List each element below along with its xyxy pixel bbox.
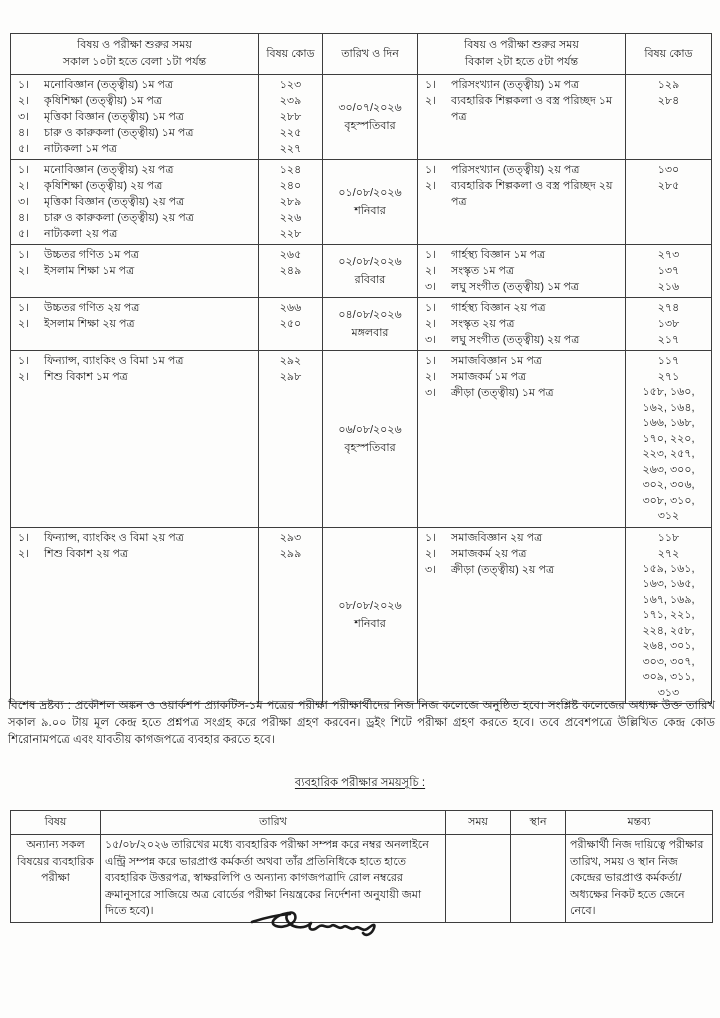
exam-row — [11, 298, 712, 351]
header-afternoon-time: বিকাল ২টা হতে ৫টা পর্যন্ত — [464, 56, 579, 68]
afternoon-subject-entry — [421, 279, 622, 295]
subject-name: কৃষিশিক্ষা (তত্ত্বীয়) ২য় পত্র — [44, 180, 163, 192]
afternoon-codes-cell — [626, 75, 712, 160]
serial-number: ১। — [425, 355, 437, 367]
serial-number: ২। — [425, 547, 437, 560]
morning-subject-entry — [14, 369, 255, 385]
practical-header-remarks: মন্তব্য — [566, 811, 713, 835]
subject-name: সমাজবিজ্ঞান ১ম পত্র — [451, 355, 542, 367]
afternoon-subject-entry — [421, 562, 622, 578]
subject-name: সংস্কৃত ২য় পত্র — [451, 318, 515, 330]
afternoon-subjects-cell — [418, 75, 626, 160]
subject-code: ২১৬ — [657, 281, 680, 293]
subject-code: ২১৭ — [657, 334, 680, 346]
serial-number: ৩। — [425, 281, 437, 293]
subject-code: ২৯৮ — [279, 371, 302, 383]
afternoon-subject-entry — [421, 369, 622, 385]
morning-subject-entry — [14, 194, 255, 210]
subject-code: ১৫৯, ১৬১, ১৬৩, ১৬৫, ১৬৭, ১৬৯, ১৭১, ২২১, ২২৪, ২৫৮, ২৬৪, ৩০১, ৩০৩, ৩০৭, ৩০৯, ৩১১, ৩১৩ — [642, 562, 695, 699]
subject-name: চারু ও কারুকলা (তত্ত্বীয়) ১ম পত্র — [44, 127, 194, 139]
serial-number: ৩। — [18, 196, 30, 208]
header-morning-subjects — [11, 34, 259, 75]
exam-schedule-table — [10, 33, 712, 704]
serial-number: ৪। — [18, 127, 30, 139]
afternoon-subjects-cell — [418, 351, 626, 528]
afternoon-subject-entry — [421, 93, 622, 125]
exam-day: শনিবার — [354, 618, 386, 631]
subject-code: ২৬৬ — [279, 302, 302, 314]
serial-number: ১। — [425, 531, 437, 544]
morning-subject-entry — [14, 316, 255, 332]
afternoon-subject-entry — [421, 162, 622, 178]
header-afternoon-title: বিষয় ও পরীক্ষা শুরুর সময় — [464, 39, 579, 51]
practical-subject: অন্যান্য সকল বিষয়ের ব্যবহারিক পরীক্ষা — [11, 835, 101, 923]
exam-table-header-row — [11, 34, 712, 75]
serial-number: ১। — [18, 302, 30, 314]
afternoon-subject-entry — [421, 300, 622, 316]
afternoon-codes-cell — [626, 527, 712, 704]
subject-code: ২২৮ — [279, 228, 302, 240]
subject-code: ২৫০ — [279, 318, 302, 330]
exam-day: শনিবার — [354, 205, 386, 217]
morning-subject-entry — [14, 546, 255, 562]
subject-name: মনোবিজ্ঞান (তত্ত্বীয়) ১ম পত্র — [44, 79, 174, 91]
afternoon-subject-entry — [421, 178, 622, 210]
morning-subject-entry — [14, 77, 255, 93]
serial-number: ২। — [18, 371, 30, 383]
morning-subject-entry — [14, 141, 255, 157]
serial-number: ২। — [425, 318, 437, 330]
subject-name: গার্হস্থ্য বিজ্ঞান ২য় পত্র — [451, 302, 546, 314]
morning-subject-entry — [14, 263, 255, 279]
serial-number: ২। — [425, 95, 437, 107]
exam-day: রবিবার — [354, 274, 386, 286]
serial-number: ২। — [425, 265, 437, 277]
subject-name: সমাজকর্ম ২য় পত্র — [451, 547, 527, 560]
exam-date: ০২/০৮/২০২৬ — [338, 256, 402, 268]
exam-date: ০৮/০৮/২০২৬ — [338, 600, 402, 613]
subject-code: ১৩৭ — [657, 265, 680, 277]
subject-name: পরিসংখ্যান (তত্ত্বীয়) ২য় পত্র — [451, 164, 580, 176]
afternoon-subject-entry — [421, 385, 622, 401]
subject-name: লঘু সংগীত (তত্ত্বীয়) ১ম পত্র — [451, 281, 579, 293]
subject-name: সমাজবিজ্ঞান ২য় পত্র — [451, 531, 543, 544]
subject-code: ২২৭ — [279, 143, 302, 155]
serial-number: ২। — [425, 371, 437, 383]
practical-header-date: তারিখ — [101, 811, 446, 835]
date-cell — [323, 527, 418, 704]
subject-name: মনোবিজ্ঞান (তত্ত্বীয়) ২য় পত্র — [44, 164, 174, 176]
morning-subjects-cell — [11, 351, 259, 528]
exam-table-body — [11, 75, 712, 704]
header-date-day: তারিখ ও দিন — [323, 34, 418, 75]
afternoon-codes-cell — [626, 160, 712, 245]
subject-code: ১৩৮ — [657, 318, 680, 330]
subject-name: সমাজকর্ম ১ম পত্র — [451, 371, 527, 383]
subject-name: ফিন্যান্স, ব্যাংকিং ও বিমা ১ম পত্র — [44, 355, 184, 367]
morning-codes-cell — [259, 527, 323, 704]
serial-number: ৫। — [18, 228, 30, 240]
morning-subject-entry — [14, 530, 255, 546]
subject-name: লঘু সংগীত (তত্ত্বীয়) ২য় পত্র — [451, 334, 580, 346]
serial-number: ৫। — [18, 143, 30, 155]
serial-number: ৩। — [18, 111, 30, 123]
subject-code: ২৯৯ — [279, 547, 302, 560]
subject-code: ২২৬ — [279, 212, 302, 224]
exam-row — [11, 527, 712, 704]
subject-code: ১৫৮, ১৬০, ১৬২, ১৬৪, ১৬৬, ১৬৮, ১৭০, ২২০, ২২৩, ২৫৭, ২৬৩, ৩০০, ৩০২, ৩০৬, ৩০৮, ৩১০, ৩১২ — [642, 386, 695, 522]
subject-name: শিশু বিকাশ ১ম পত্র — [44, 371, 128, 383]
subject-name: ইসলাম শিক্ষা ২য় পত্র — [44, 318, 135, 330]
morning-subject-entry — [14, 300, 255, 316]
afternoon-codes-cell — [626, 298, 712, 351]
morning-subjects-cell — [11, 160, 259, 245]
subject-code: ২৮৪ — [657, 95, 680, 107]
date-cell — [323, 245, 418, 298]
afternoon-subject-entry — [421, 316, 622, 332]
subject-code: ২৭৪ — [657, 302, 680, 314]
subject-name: উচ্চতর গণিত ২য় পত্র — [44, 302, 140, 314]
afternoon-subject-entry — [421, 353, 622, 369]
serial-number: ৩। — [425, 563, 437, 576]
exam-row — [11, 160, 712, 245]
exam-row — [11, 351, 712, 528]
morning-subject-entry — [14, 210, 255, 226]
exam-row — [11, 245, 712, 298]
serial-number: ১। — [18, 249, 30, 261]
subject-name: নাট্যকলা ১ম পত্র — [44, 143, 117, 155]
subject-name: ক্রীড়া (তত্ত্বীয়) ২য় পত্র — [451, 563, 555, 576]
afternoon-subjects-cell — [418, 298, 626, 351]
exam-day: বৃহস্পতিবার — [344, 120, 396, 132]
exam-day: মঙ্গলবার — [351, 327, 389, 339]
special-note: বিশেষ দ্রষ্টব্য : প্রকৌশল অঙ্কন ও ওয়ার্কশপ প্র্যাকটিস-১ম পত্রের পরীক্ষা পরীক্ষার্থীদের নিজ নিজ কলেজে অনুষ্ঠিত হবে। সংশ্লিষ্ট কলেজের অধ্যক্ষ উক্ত তারিখ সকাল ৯.০০ টায় মূল কেন্দ্র হতে প্রশ্নপত্র সংগ্রহ করে পরীক্ষা গ্রহণ করবেন। ড্রইং শিটে পরীক্ষা গ্রহণ করতে হবে। তবে প্রবেশপত্রে উল্লিখিত কেন্দ্র কোড শিরোনামপত্রে এবং যাবতীয় কাগজপত্রে ব্যবহার করতে হবে। — [8, 700, 715, 746]
subject-code: ২৮৯ — [279, 196, 302, 208]
subject-code: ২৭২ — [657, 547, 680, 560]
serial-number: ৪। — [18, 212, 30, 224]
subject-code: ১২৯ — [657, 79, 680, 91]
morning-subjects-cell — [11, 245, 259, 298]
serial-number: ২। — [18, 265, 30, 277]
subject-code: ১২৪ — [279, 164, 302, 176]
morning-subjects-cell — [11, 75, 259, 160]
serial-number: ২। — [18, 95, 30, 107]
subject-name: ক্রীড়া (তত্ত্বীয়) ১ম পত্র — [451, 387, 554, 399]
morning-subject-entry — [14, 353, 255, 369]
exam-date: ০১/০৮/২০২৬ — [338, 187, 402, 199]
exam-date: ৩০/০৭/২০২৬ — [338, 102, 402, 114]
afternoon-codes-cell — [626, 245, 712, 298]
practical-time — [446, 835, 511, 923]
subject-code: ২৯৩ — [279, 531, 302, 544]
serial-number: ১। — [425, 79, 437, 91]
header-afternoon-subjects — [418, 34, 626, 75]
morning-codes-cell — [259, 245, 323, 298]
afternoon-subject-entry — [421, 263, 622, 279]
subject-name: ব্যবহারিক শিল্পকলা ও বস্ত্র পরিচ্ছদ ১ম পত্র — [451, 95, 613, 123]
morning-subjects-cell — [11, 298, 259, 351]
practical-schedule-title: ব্যবহারিক পরীক্ষার সময়সূচি : — [294, 777, 426, 789]
morning-subject-entry — [14, 247, 255, 263]
exam-day: বৃহস্পতিবার — [344, 441, 396, 454]
subject-name: ফিন্যান্স, ব্যাংকিং ও বিমা ২য় পত্র — [44, 531, 184, 544]
afternoon-subject-entry — [421, 247, 622, 263]
date-cell — [323, 160, 418, 245]
serial-number: ৩। — [425, 387, 437, 399]
subject-code: ২৩৯ — [279, 95, 302, 107]
afternoon-subjects-cell — [418, 160, 626, 245]
date-cell — [323, 298, 418, 351]
serial-number: ১। — [18, 355, 30, 367]
subject-name: উচ্চতর গণিত ১ম পত্র — [44, 249, 139, 261]
subject-name: ব্যবহারিক শিল্পকলা ও বস্ত্র পরিচ্ছদ ২য় পত্র — [451, 180, 613, 208]
practical-date: ১৫/০৮/২০২৬ তারিখের মধ্যে ব্যবহারিক পরীক্ষা সম্পন্ন করে নম্বর অনলাইনে এন্ট্রি সম্পন্ন করে ভারপ্রাপ্ত কর্মকর্তা অথবা তাঁর প্রতিনিধিকে হাতে হাতে ব্যবহারিক উত্তরপত্র, স্বাক্ষরলিপি ও অন্যান্য কাগজপত্রাদি রোল নম্বরের ক্রমানুসারে সাজিয়ে অত্র বোর্ডের পরীক্ষা নিয়ন্ত্রকের নির্দেশনা অনুযায়ী জমা দিতে হবে)। — [101, 835, 446, 923]
serial-number: ২। — [18, 318, 30, 330]
morning-codes-cell — [259, 298, 323, 351]
serial-number: ২। — [425, 180, 437, 192]
exam-date: ০৬/০৮/২০২৬ — [338, 423, 402, 436]
afternoon-codes-cell — [626, 351, 712, 528]
serial-number: ১। — [425, 164, 437, 176]
afternoon-subject-entry — [421, 332, 622, 348]
header-subject-code-right: বিষয় কোড — [626, 34, 712, 75]
subject-code: ১১৮ — [657, 531, 680, 544]
date-cell — [323, 75, 418, 160]
serial-number: ২। — [18, 180, 30, 192]
morning-subjects-cell — [11, 527, 259, 704]
morning-codes-cell — [259, 351, 323, 528]
subject-name: চারু ও কারুকলা (তত্ত্বীয়) ২য় পত্র — [44, 212, 194, 224]
afternoon-subject-entry — [421, 530, 622, 546]
serial-number: ১। — [18, 164, 30, 176]
afternoon-subject-entry — [421, 546, 622, 562]
subject-code: ২২৫ — [279, 127, 302, 139]
morning-subject-entry — [14, 226, 255, 242]
practical-remarks: পরীক্ষার্থী নিজ দায়িত্বে পরীক্ষার তারিখ, সময় ও স্থান নিজ কেন্দ্রের ভারপ্রাপ্ত কর্মকর্তা/অধ্যক্ষের নিকট হতে জেনে নেবে। — [566, 835, 713, 923]
subject-name: মৃত্তিকা বিজ্ঞান (তত্ত্বীয়) ২য় পত্র — [44, 196, 185, 208]
practical-header-time: সময় — [446, 811, 511, 835]
serial-number: ১। — [425, 302, 437, 314]
exam-date: ০৪/০৮/২০২৬ — [338, 309, 402, 321]
afternoon-subjects-cell — [418, 245, 626, 298]
practical-place — [511, 835, 566, 923]
serial-number: ২। — [18, 547, 30, 560]
serial-number: ১। — [18, 531, 30, 544]
practical-header-subject: বিষয় — [11, 811, 101, 835]
morning-subject-entry — [14, 178, 255, 194]
practical-header-row — [11, 811, 713, 835]
header-morning-time: সকাল ১০টা হতে বেলা ১টা পর্যন্ত — [62, 56, 207, 68]
subject-code: ২৮৫ — [657, 180, 680, 192]
subject-code: ২৮৮ — [279, 111, 302, 123]
signature-mark — [248, 901, 398, 953]
afternoon-subjects-cell — [418, 527, 626, 704]
subject-name: মৃত্তিকা বিজ্ঞান (তত্ত্বীয়) ১ম পত্র — [44, 111, 184, 123]
subject-name: ইসলাম শিক্ষা ১ম পত্র — [44, 265, 135, 277]
afternoon-subject-entry — [421, 77, 622, 93]
date-cell — [323, 351, 418, 528]
practical-header-place: স্থান — [511, 811, 566, 835]
subject-code: ২৪০ — [279, 180, 302, 192]
morning-codes-cell — [259, 160, 323, 245]
serial-number: ৩। — [425, 334, 437, 346]
exam-row — [11, 75, 712, 160]
morning-subject-entry — [14, 162, 255, 178]
subject-code: ২৯২ — [279, 355, 302, 367]
subject-name: পরিসংখ্যান (তত্ত্বীয়) ১ম পত্র — [451, 79, 580, 91]
morning-subject-entry — [14, 109, 255, 125]
subject-code: ২৪৯ — [279, 265, 302, 277]
subject-code: ১৩০ — [657, 164, 680, 176]
subject-name: সংস্কৃত ১ম পত্র — [451, 265, 515, 277]
morning-subject-entry — [14, 125, 255, 141]
subject-name: নাট্যকলা ২য় পত্র — [44, 228, 118, 240]
subject-name: কৃষিশিক্ষা (তত্ত্বীয়) ১ম পত্র — [44, 95, 162, 107]
header-subject-code-left: বিষয় কোড — [259, 34, 323, 75]
serial-number: ১। — [18, 79, 30, 91]
serial-number: ১। — [425, 249, 437, 261]
subject-code: ২৭৩ — [657, 249, 680, 261]
subject-name: গার্হস্থ্য বিজ্ঞান ১ম পত্র — [451, 249, 546, 261]
subject-code: ২৬৫ — [279, 249, 302, 261]
subject-code: ১১৭ — [657, 355, 680, 367]
subject-code: ১২৩ — [279, 79, 302, 91]
subject-code: ২৭১ — [657, 371, 680, 383]
subject-name: শিশু বিকাশ ২য় পত্র — [44, 547, 129, 560]
header-morning-title: বিষয় ও পরীক্ষা শুরুর সময় — [77, 39, 192, 51]
morning-codes-cell — [259, 75, 323, 160]
morning-subject-entry — [14, 93, 255, 109]
